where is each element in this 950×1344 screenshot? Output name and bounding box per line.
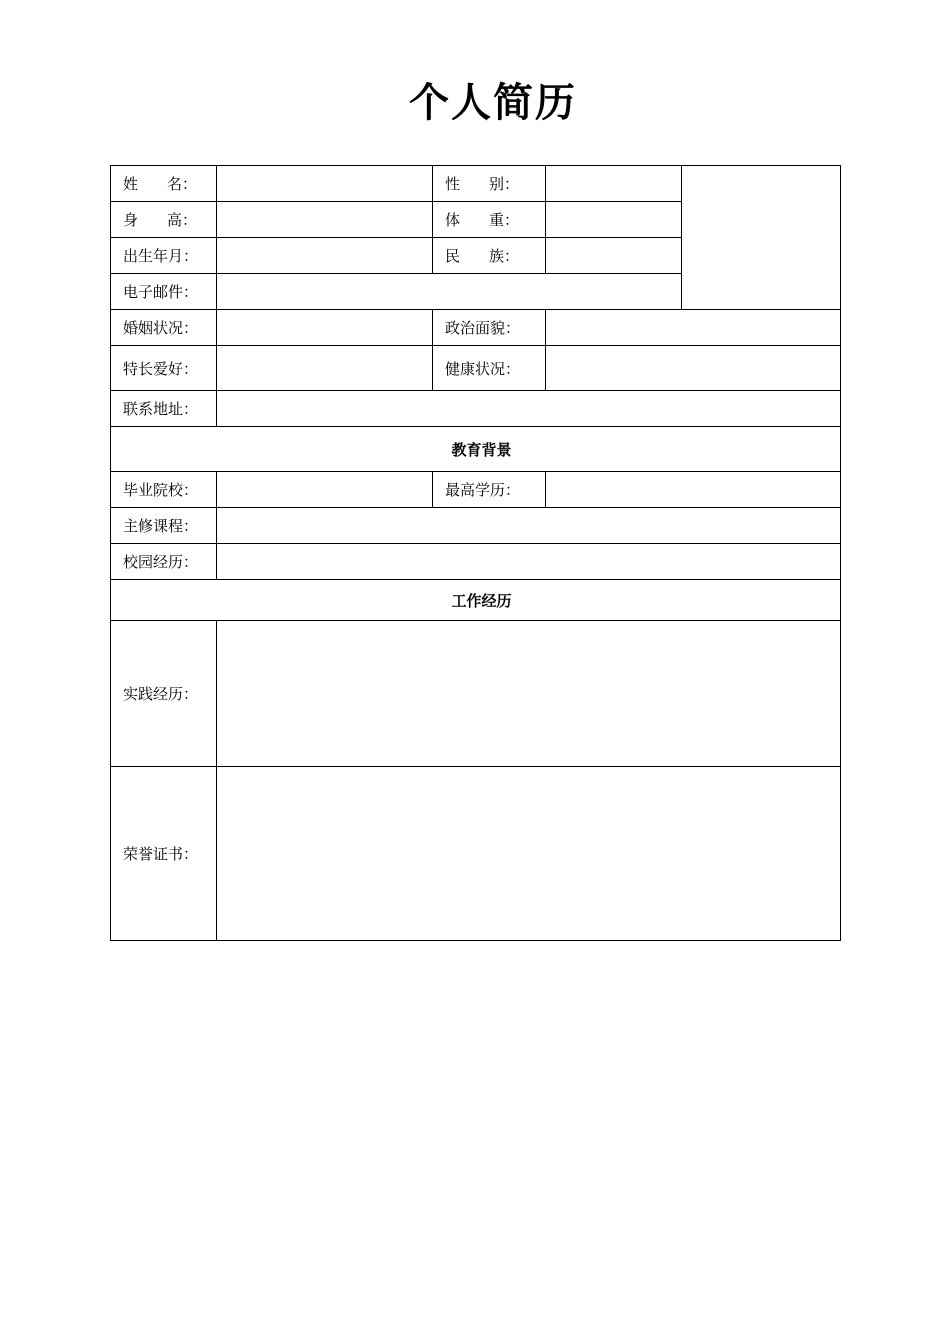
label-school: 毕业院校： — [111, 472, 217, 508]
label-height: 身 高： — [111, 202, 217, 238]
row-honors — [111, 767, 841, 941]
value-birth[interactable] — [217, 238, 433, 274]
label-gender: 性 别： — [433, 166, 546, 202]
section-education-heading: 教育背景 — [111, 427, 841, 472]
label-email: 电子邮件： — [111, 274, 217, 310]
row-hobbies-health — [111, 346, 841, 391]
value-health[interactable] — [546, 346, 841, 391]
value-email[interactable] — [217, 274, 682, 310]
row-courses — [111, 508, 841, 544]
value-height[interactable] — [217, 202, 433, 238]
value-degree[interactable] — [546, 472, 841, 508]
label-ethnicity: 民 族： — [433, 238, 546, 274]
row-practice — [111, 621, 841, 767]
row-school-degree — [111, 472, 841, 508]
label-marital: 婚姻状况： — [111, 310, 217, 346]
value-practice[interactable] — [217, 621, 841, 767]
label-degree: 最高学历： — [433, 472, 546, 508]
value-ethnicity[interactable] — [546, 238, 682, 274]
row-campus — [111, 544, 841, 580]
resume-table — [110, 165, 841, 941]
value-hobbies[interactable] — [217, 346, 433, 391]
label-hobbies: 特长爱好： — [111, 346, 217, 391]
value-campus[interactable] — [217, 544, 841, 580]
label-campus: 校园经历： — [111, 544, 217, 580]
label-practice: 实践经历： — [111, 621, 217, 767]
label-honors: 荣誉证书： — [111, 767, 217, 941]
page-title: 个人简历 — [409, 79, 577, 126]
value-school[interactable] — [217, 472, 433, 508]
section-work-heading: 工作经历 — [111, 580, 841, 621]
value-courses[interactable] — [217, 508, 841, 544]
label-health: 健康状况： — [433, 346, 546, 391]
row-marital-political — [111, 310, 841, 346]
row-address — [111, 391, 841, 427]
label-address: 联系地址： — [111, 391, 217, 427]
value-address[interactable] — [217, 391, 841, 427]
row-section-work — [111, 580, 841, 621]
value-weight[interactable] — [546, 202, 682, 238]
value-honors[interactable] — [217, 767, 841, 941]
label-weight: 体 重： — [433, 202, 546, 238]
row-name-gender — [111, 166, 841, 202]
row-section-education — [111, 427, 841, 472]
value-marital[interactable] — [217, 310, 433, 346]
value-name[interactable] — [217, 166, 433, 202]
value-gender[interactable] — [546, 166, 682, 202]
label-name: 姓 名： — [111, 166, 217, 202]
value-political[interactable] — [546, 310, 841, 346]
label-birth: 出生年月： — [111, 238, 217, 274]
photo-cell[interactable] — [682, 166, 841, 310]
label-courses: 主修课程： — [111, 508, 217, 544]
label-political: 政治面貌： — [433, 310, 546, 346]
